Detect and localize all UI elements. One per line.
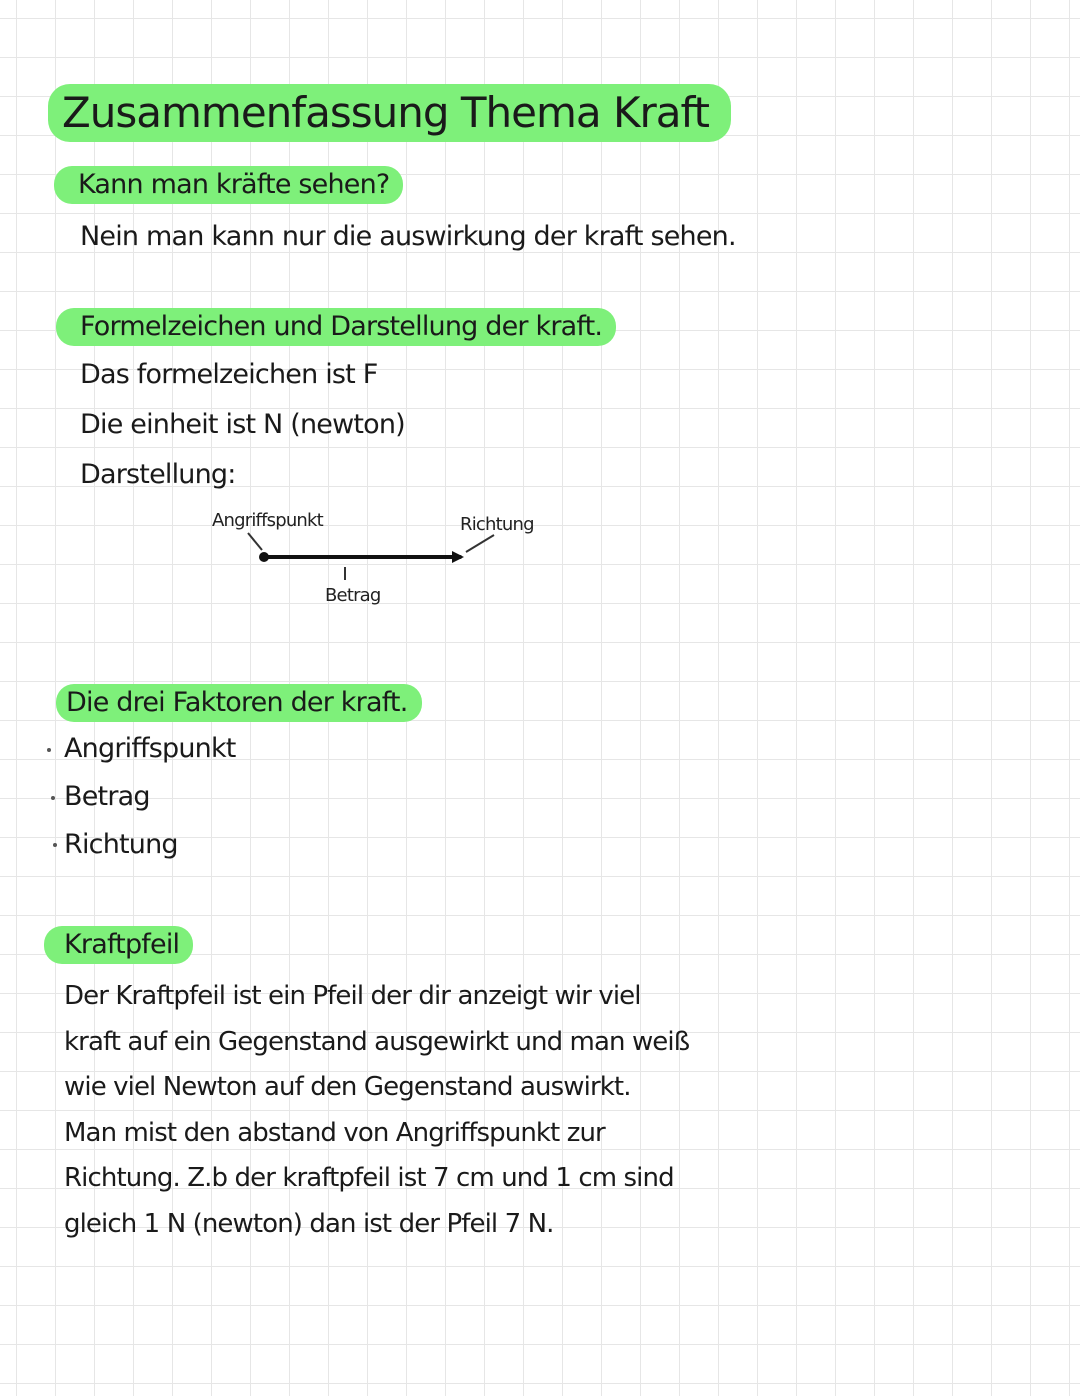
paragraph-line: Der Kraftpfeil ist ein Pfeil der dir anzeigt wir viel: [64, 981, 641, 1011]
answer-text: Nein man kann nur die auswirkung der kraft sehen.: [80, 221, 736, 252]
line-darstellung: Darstellung:: [80, 459, 236, 490]
list-item: Betrag: [64, 781, 150, 812]
pointer-line-angriffspunkt: [248, 533, 262, 550]
kraftpfeil-paragraph: [64, 974, 690, 1247]
paragraph-line: Man mist den abstand von Angriffspunkt zur: [64, 1117, 605, 1148]
label-richtung: Richtung: [460, 514, 534, 535]
page-title: Zusammenfassung Thema Kraft: [48, 84, 731, 142]
bullet-icon: [53, 843, 57, 847]
heading-kraftpfeil: Kraftpfeil: [44, 926, 193, 964]
label-betrag: Betrag: [325, 585, 381, 606]
label-angriffspunkt: Angriffspunkt: [212, 510, 323, 531]
paragraph-line: Richtung. Z.b der kraftpfeil ist 7 cm und 1 cm sind: [64, 1163, 674, 1193]
attack-point-marker: [259, 552, 269, 562]
paragraph-line: kraft auf ein Gegenstand ausgewirkt und man weiß: [64, 1026, 690, 1057]
heading-kann-man-kraefte-sehen: Kann man kräfte sehen?: [54, 166, 403, 204]
bullet-icon: [51, 796, 55, 800]
arrow-head-icon: [452, 551, 464, 563]
line-einheit: Die einheit ist N (newton): [80, 409, 405, 440]
heading-formelzeichen: Formelzeichen und Darstellung der kraft.: [56, 308, 616, 346]
heading-drei-faktoren: Die drei Faktoren der kraft.: [56, 684, 422, 722]
list-item: Richtung: [64, 829, 178, 860]
paragraph-line: gleich 1 N (newton) dan ist der Pfeil 7 N.: [64, 1208, 554, 1239]
list-item: Angriffspunkt: [64, 733, 236, 764]
line-formelzeichen: Das formelzeichen ist F: [80, 359, 378, 390]
paragraph-line: wie viel Newton auf den Gegenstand auswirkt.: [64, 1072, 631, 1102]
pointer-line-richtung: [466, 535, 494, 552]
bullet-icon: [47, 748, 51, 752]
